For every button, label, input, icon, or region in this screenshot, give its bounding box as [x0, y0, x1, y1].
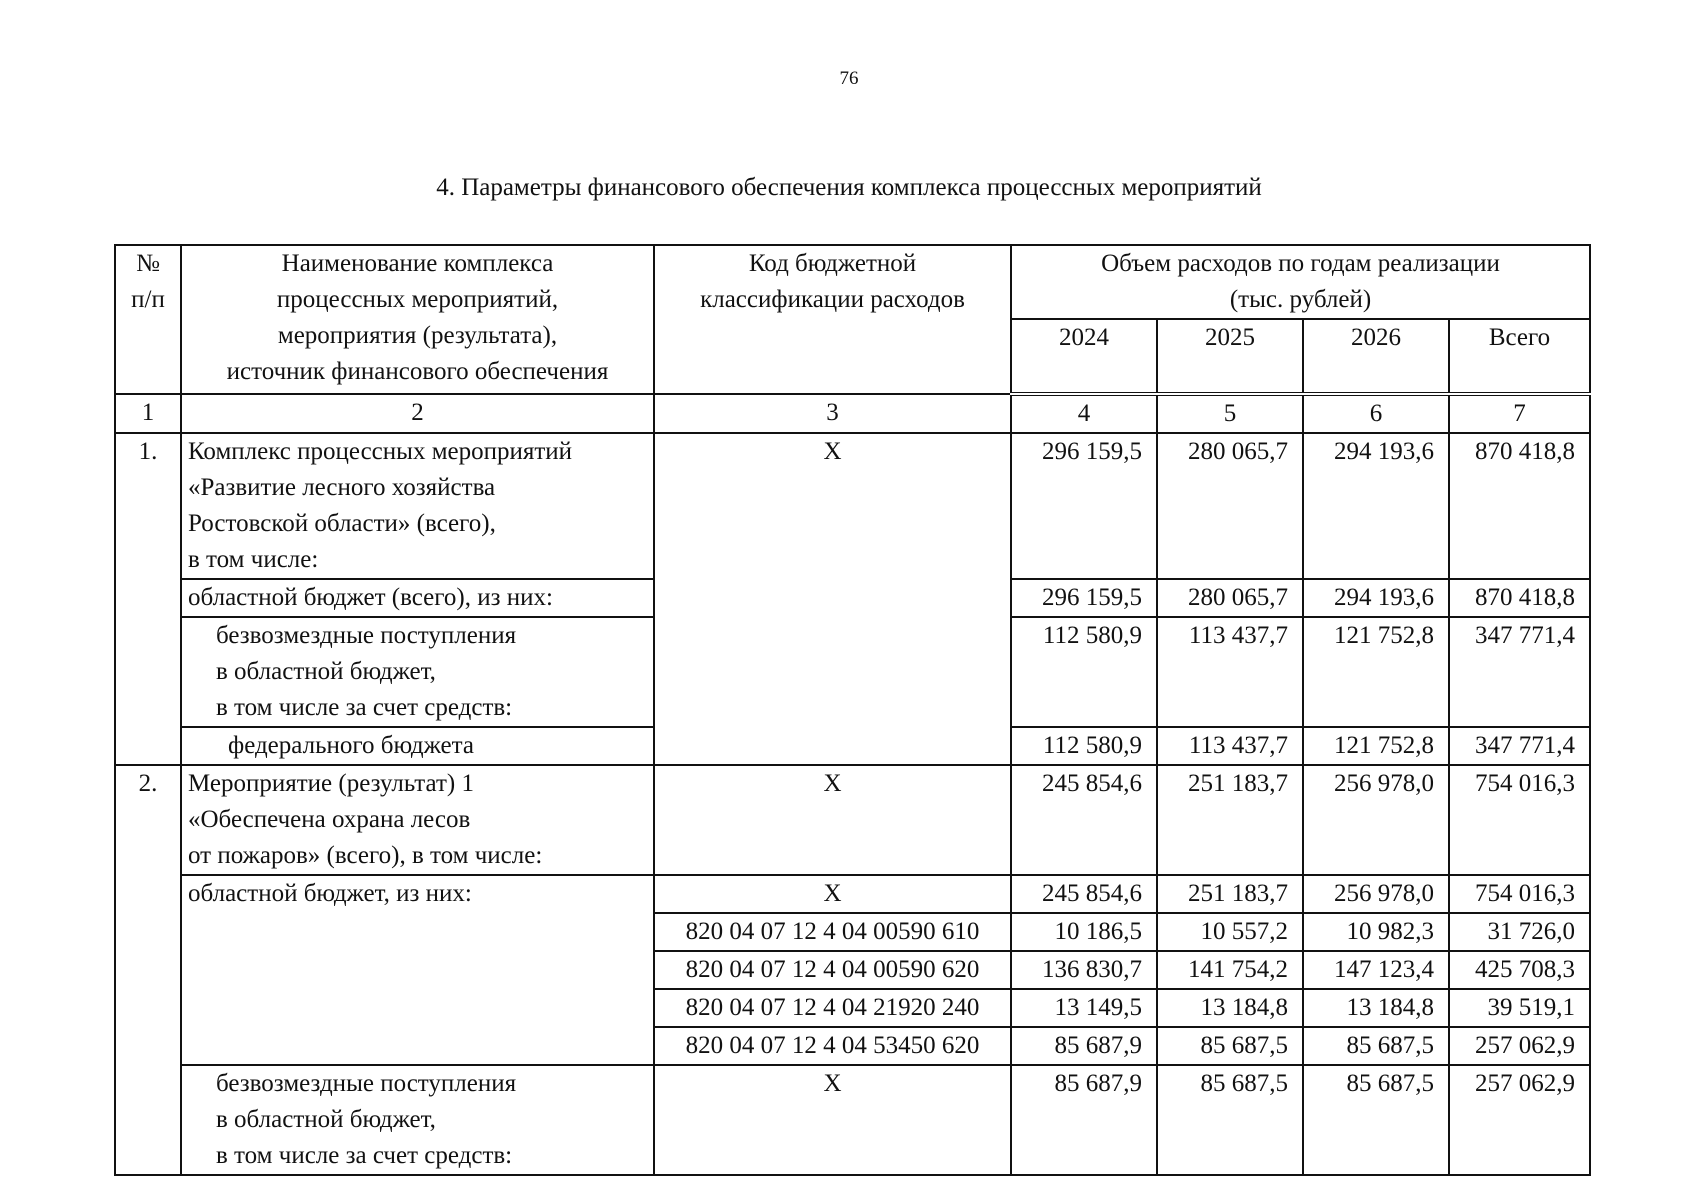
table-row [115, 875, 1590, 913]
value-total: 347 771,4 [1449, 727, 1590, 765]
row-code: X [654, 1065, 1011, 1175]
column-number-row [115, 394, 1590, 433]
column-number: 1 [115, 394, 181, 433]
value-2026: 121 752,8 [1303, 727, 1449, 765]
value-2025: 85 687,5 [1157, 1027, 1303, 1065]
row-number: 1. [115, 433, 181, 765]
value-2025: 85 687,5 [1157, 1065, 1303, 1175]
value-total: 39 519,1 [1449, 989, 1590, 1027]
row-code: 820 04 07 12 4 04 00590 620 [654, 951, 1011, 989]
header-name-line: процессных мероприятий, [276, 286, 559, 313]
value-total: 425 708,3 [1449, 951, 1590, 989]
value-2026: 13 184,8 [1303, 989, 1449, 1027]
column-number: 2 [181, 394, 654, 433]
row-name [181, 433, 654, 579]
value-2025: 113 437,7 [1157, 617, 1303, 727]
value-total: 870 418,8 [1449, 433, 1590, 579]
value-2024: 85 687,9 [1011, 1027, 1157, 1065]
row-name-line: в областной бюджет, [216, 658, 436, 685]
value-2024: 85 687,9 [1011, 1065, 1157, 1175]
row-name-line: Комплекс процессных мероприятий [188, 438, 573, 465]
header-number-line: п/п [131, 286, 165, 313]
value-2025: 141 754,2 [1157, 951, 1303, 989]
header-name-line: источник финансового обеспечения [226, 358, 609, 385]
row-name-line: «Обеспечена охрана лесов [188, 806, 471, 833]
row-code: X [654, 765, 1011, 875]
value-2026: 256 978,0 [1303, 765, 1449, 875]
column-number: 7 [1449, 394, 1590, 433]
value-2026: 256 978,0 [1303, 875, 1449, 913]
row-code: 820 04 07 12 4 04 53450 620 [654, 1027, 1011, 1065]
value-2025: 251 183,7 [1157, 875, 1303, 913]
value-total: 347 771,4 [1449, 617, 1590, 727]
value-2024: 245 854,6 [1011, 765, 1157, 875]
header-code-line: Код бюджетной [748, 250, 917, 277]
value-2026: 85 687,5 [1303, 1027, 1449, 1065]
document-title: 4. Параметры финансового обеспечения комплекса процессных мероприятий [436, 174, 1262, 201]
column-number: 6 [1303, 394, 1449, 433]
column-number: 3 [654, 394, 1011, 433]
value-2025: 251 183,7 [1157, 765, 1303, 875]
value-2024: 10 186,5 [1011, 913, 1157, 951]
table-row [115, 433, 1590, 579]
value-total: 257 062,9 [1449, 1065, 1590, 1175]
row-name-line: Мероприятие (результат) 1 [188, 770, 474, 797]
row-code: 820 04 07 12 4 04 00590 610 [654, 913, 1011, 951]
header-name-line: мероприятия (результата), [277, 322, 558, 349]
value-2026: 294 193,6 [1303, 579, 1449, 617]
value-total: 754 016,3 [1449, 875, 1590, 913]
header-number-line: № [136, 250, 160, 277]
header-total: Всего [1449, 319, 1590, 394]
page-number: 76 [839, 68, 859, 89]
row-name [181, 765, 654, 875]
value-total: 870 418,8 [1449, 579, 1590, 617]
value-2026: 10 982,3 [1303, 913, 1449, 951]
row-name: областной бюджет (всего), из них: [181, 579, 654, 617]
value-2026: 294 193,6 [1303, 433, 1449, 579]
value-2024: 245 854,6 [1011, 875, 1157, 913]
value-total: 31 726,0 [1449, 913, 1590, 951]
row-code: X [654, 875, 1011, 913]
row-name [181, 1065, 654, 1175]
header-year-2024: 2024 [1011, 319, 1157, 394]
value-2025: 280 065,7 [1157, 433, 1303, 579]
table-row [115, 1065, 1590, 1175]
table-row [115, 765, 1590, 875]
header-volume [1011, 245, 1590, 319]
row-code: 820 04 07 12 4 04 21920 240 [654, 989, 1011, 1027]
header-volume-line: Объем расходов по годам реализации [1101, 250, 1500, 277]
value-2024: 296 159,5 [1011, 579, 1157, 617]
value-2026: 85 687,5 [1303, 1065, 1449, 1175]
row-name: областной бюджет, из них: [181, 875, 654, 1065]
value-2024: 13 149,5 [1011, 989, 1157, 1027]
value-2025: 280 065,7 [1157, 579, 1303, 617]
value-2024: 112 580,9 [1011, 617, 1157, 727]
value-2026: 121 752,8 [1303, 617, 1449, 727]
value-total: 754 016,3 [1449, 765, 1590, 875]
row-name-line: в том числе за счет средств: [216, 1142, 513, 1169]
column-number: 4 [1011, 394, 1157, 433]
header-year-2025: 2025 [1157, 319, 1303, 394]
row-number: 2. [115, 765, 181, 1175]
row-name: федерального бюджета [181, 727, 654, 765]
value-2025: 10 557,2 [1157, 913, 1303, 951]
value-2025: 113 437,7 [1157, 727, 1303, 765]
value-2024: 112 580,9 [1011, 727, 1157, 765]
row-name-line: «Развитие лесного хозяйства [188, 474, 496, 501]
value-2026: 147 123,4 [1303, 951, 1449, 989]
header-volume-line: (тыс. рублей) [1229, 286, 1372, 313]
value-total: 257 062,9 [1449, 1027, 1590, 1065]
value-2025: 13 184,8 [1157, 989, 1303, 1027]
row-name-line: от пожаров» (всего), в том числе: [188, 842, 543, 869]
row-name-line: безвозмездные поступления [216, 622, 517, 649]
financial-table [114, 244, 1591, 1176]
column-number: 5 [1157, 394, 1303, 433]
header-name [181, 245, 654, 394]
value-2024: 296 159,5 [1011, 433, 1157, 579]
header-name-line: Наименование комплекса [281, 250, 554, 277]
header-year-2026: 2026 [1303, 319, 1449, 394]
row-name-line: в том числе: [188, 546, 319, 573]
row-name-line: в областной бюджет, [216, 1106, 436, 1133]
row-name-line: в том числе за счет средств: [216, 694, 513, 721]
value-2024: 136 830,7 [1011, 951, 1157, 989]
header-code-line: классификации расходов [700, 286, 965, 313]
row-code: X [654, 433, 1011, 765]
header-number [115, 245, 181, 394]
row-name [181, 617, 654, 727]
row-name-line: безвозмездные поступления [216, 1070, 517, 1097]
header-code [654, 245, 1011, 394]
row-name-line: Ростовской области» (всего), [188, 510, 496, 537]
